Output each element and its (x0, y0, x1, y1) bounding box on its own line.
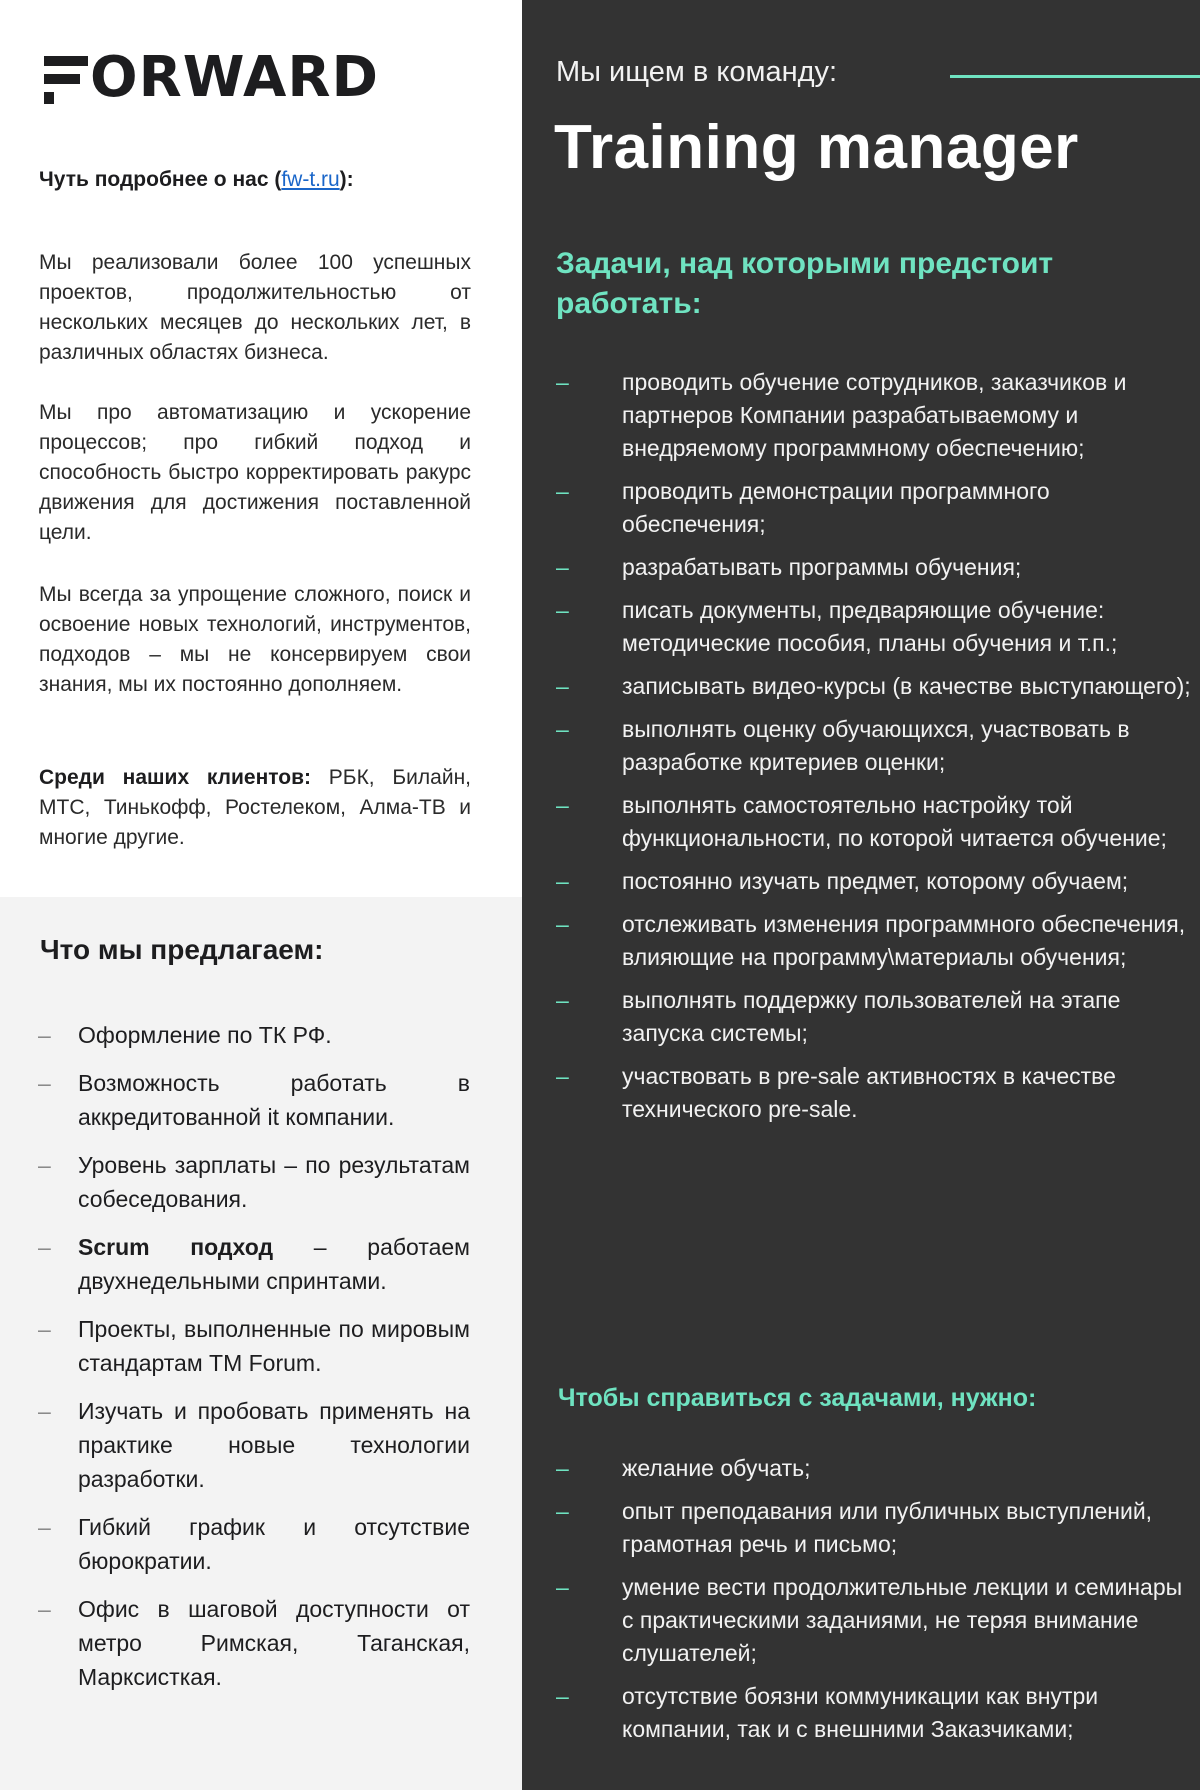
offer-item (38, 1510, 470, 1578)
about-heading-suffix: ): (339, 168, 354, 191)
offer-item (38, 1592, 470, 1694)
forward-logo (40, 46, 450, 110)
dash-bullet: – (38, 1316, 51, 1342)
task-item (556, 865, 1196, 898)
dash-bullet: – (38, 1596, 51, 1622)
task-text: разрабатывать программы обучения; (622, 554, 1022, 580)
dash-bullet: – (556, 868, 569, 894)
dash-bullet: – (38, 1070, 51, 1096)
logo-f-mark-icon (40, 50, 88, 106)
requirement-text: отсутствие боязни коммуникации как внутри компании, так и с внешними Заказчиками; (622, 1683, 1099, 1742)
dash-bullet: – (556, 673, 569, 699)
about-heading (39, 168, 479, 192)
about-panel (0, 0, 522, 897)
task-item (556, 551, 1196, 584)
offer-item-text: Оформление по ТК РФ. (78, 1022, 332, 1048)
dash-bullet: – (556, 716, 569, 742)
offer-item (38, 1018, 470, 1052)
offer-item (38, 1230, 470, 1298)
offer-item (38, 1066, 470, 1134)
dash-bullet: – (38, 1514, 51, 1540)
about-paragraph-3: Мы всегда за упрощение сложного, поиск и освоение новых технологий, инструментов, подходов – мы не консервируем свои знания, мы их постоянно дополняем. (39, 583, 471, 696)
task-item (556, 366, 1196, 465)
dash-bullet: – (556, 1455, 569, 1481)
vacancy-panel (522, 0, 1200, 1790)
about-paragraph-2: Мы про автоматизацию и ускорение процессов; про гибкий подход и способность быстро корректировать ракурс движения для достижения поставленной цели. (39, 401, 471, 544)
offer-item-text: Офис в шаговой доступности от метро Римская, Таганская, Марксисткая. (78, 1596, 470, 1690)
dash-bullet: – (556, 1574, 569, 1600)
requirement-text: опыт преподавания или публичных выступлений, грамотная речь и письмо; (622, 1498, 1153, 1557)
offer-item-text: Изучать и пробовать применять на практике новые технологии разработки. (78, 1398, 470, 1492)
dash-bullet: – (556, 554, 569, 580)
dash-bullet: – (38, 1152, 51, 1178)
task-text: постоянно изучать предмет, которому обучаем; (622, 868, 1129, 894)
about-paragraph-1: Мы реализовали более 100 успешных проектов, продолжительностью от нескольких месяцев до нескольких лет, в различных областях бизнеса. (39, 251, 471, 364)
tasks-list (556, 366, 1196, 1136)
offer-item-text: Уровень зарплаты – по результатам собеседования. (78, 1152, 470, 1212)
clients-text: РБК, Билайн, МТС, Тинькофф, Ростелеком, Алма-ТВ и многие другие. (39, 766, 471, 849)
task-text: писать документы, предваряющие обучение: методические пособия, планы обучения и т.п.; (622, 597, 1118, 656)
requirements-list (556, 1452, 1196, 1756)
dash-bullet: – (556, 597, 569, 623)
dash-bullet: – (556, 987, 569, 1013)
dash-bullet: – (556, 911, 569, 937)
task-item (556, 908, 1196, 974)
task-text: отслеживать изменения программного обеспечения, влияющие на программу\материалы обучения; (622, 911, 1186, 970)
dash-bullet: – (556, 1683, 569, 1709)
task-item (556, 475, 1196, 541)
offer-item (38, 1394, 470, 1496)
offer-item (38, 1148, 470, 1216)
requirement-item (556, 1680, 1196, 1746)
requirements-heading: Чтобы справиться с задачами, нужно: (558, 1384, 1037, 1412)
seeking-label: Мы ищем в команду: (556, 56, 838, 88)
task-item (556, 1060, 1196, 1126)
requirement-item (556, 1452, 1196, 1485)
task-item (556, 713, 1196, 779)
dash-bullet: – (556, 1063, 569, 1089)
dash-bullet: – (38, 1234, 51, 1260)
task-item (556, 670, 1196, 703)
accent-divider (950, 75, 1200, 78)
about-heading-prefix: Чуть подробнее о нас ( (39, 168, 282, 191)
dash-bullet: – (556, 369, 569, 395)
logo-text: ORWARD (90, 45, 379, 110)
requirement-text: желание обучать; (622, 1455, 811, 1481)
dash-bullet: – (38, 1022, 51, 1048)
requirement-text: умение вести продолжительные лекции и семинары с практическими заданиями, не теряя внимание слушателей; (622, 1574, 1183, 1666)
dash-bullet: – (556, 1498, 569, 1524)
offer-item (38, 1312, 470, 1380)
offer-item-text: – работаем двухнедельными спринтами. (78, 1234, 470, 1294)
offer-list (38, 1018, 470, 1708)
task-text: записывать видео-курсы (в качестве выступающего); (622, 673, 1191, 699)
task-text: проводить обучение сотрудников, заказчиков и партнеров Компании разрабатываемому и внедряемому программному обеспечению; (622, 369, 1127, 461)
clients-label: Среди наших клиентов: (39, 766, 312, 789)
task-text: участвовать в pre-sale активностях в качестве технического pre-sale. (622, 1063, 1116, 1122)
task-item (556, 594, 1196, 660)
tasks-heading: Задачи, над которыми предстоит работать: (556, 247, 1054, 320)
offer-item-text: Гибкий график и отсутствие бюрократии. (78, 1514, 470, 1574)
task-item (556, 789, 1196, 855)
offer-item-text: Возможность работать в аккредитованной it компании. (78, 1070, 470, 1130)
task-text: выполнять оценку обучающихся, участвовать в разработке критериев оценки; (622, 716, 1130, 775)
job-title: Training manager (554, 113, 1079, 182)
task-item (556, 984, 1196, 1050)
offer-item-bold: Scrum подход (78, 1234, 274, 1260)
clients-paragraph (39, 763, 471, 853)
dash-bullet: – (38, 1398, 51, 1424)
offer-heading: Что мы предлагаем: (40, 934, 324, 965)
offer-item-text: Проекты, выполненные по мировым стандартам TM Forum. (78, 1316, 470, 1376)
task-text: выполнять поддержку пользователей на этапе запуска системы; (622, 987, 1121, 1046)
company-link[interactable]: fw-t.ru (281, 168, 340, 191)
task-text: выполнять самостоятельно настройку той функциональности, по которой читается обучение; (622, 792, 1167, 851)
requirement-item (556, 1571, 1196, 1670)
dash-bullet: – (556, 792, 569, 818)
task-text: проводить демонстрации программного обеспечения; (622, 478, 1050, 537)
dash-bullet: – (556, 478, 569, 504)
requirement-item (556, 1495, 1196, 1561)
